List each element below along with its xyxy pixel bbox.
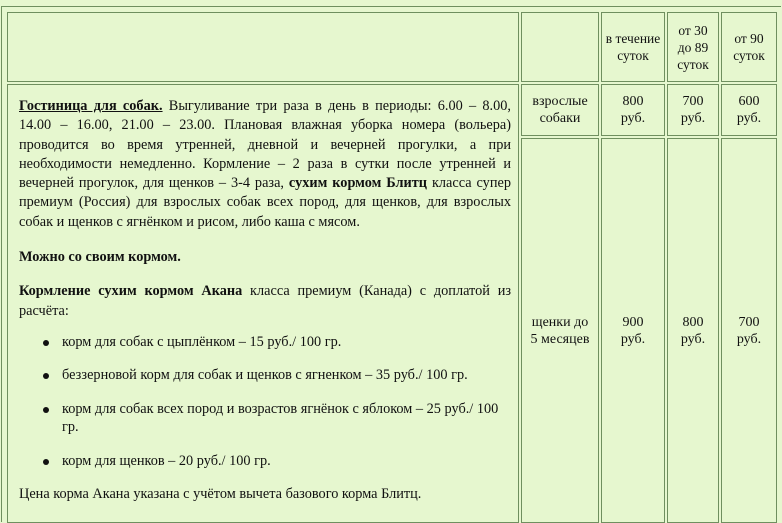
- row-puppy-category: [521, 138, 599, 523]
- header-empty-cell-1: [7, 12, 519, 82]
- price-value: 900 руб.: [620, 314, 646, 347]
- row-puppy-price-30: [667, 138, 719, 523]
- header-col-90: [721, 12, 777, 82]
- list-item: беззерновой корм для собак и щенков с ягненком – 35 руб./ 100 гр.: [62, 366, 511, 385]
- hotel-intro-end: класса супер премиум (Россия) для взрослых собак всех пород, для щенков, для взрослых собак и щенков с ягнёнком и рисом, либо каша с мясом.: [19, 175, 511, 230]
- header-col-90-label: от 90 суток: [733, 31, 765, 63]
- pricing-table: [1, 6, 781, 522]
- list-item: корм для собак с цыплёнком – 15 руб./ 100 гр.: [62, 333, 511, 352]
- header-col-30-89: [667, 12, 719, 82]
- hotel-food-bold: сухим кормом Блитц: [288, 175, 428, 192]
- hotel-intro-paragraph: [19, 97, 511, 232]
- row-adult-price-day: [601, 84, 665, 136]
- row-puppy-price-90: [721, 138, 777, 523]
- akana-bold: Кормление сухим кормом Акана: [19, 283, 243, 300]
- price-value: 700 руб.: [736, 314, 762, 347]
- price-value: 600 руб.: [736, 94, 762, 126]
- own-food-text: Можно со своим кормом.: [19, 248, 181, 265]
- hotel-intro-text: Выгуливание три раза в день в периоды: 6.00 – 8.00, 14.00 – 16.00, 21.00 – 23.00. Плановая влажная уборка номера (вольера) проводится во время утренней, дневной и вечерней прогулки, а при необходимости немедленно. Кормление – 2 раза в сутки после утренней и вечерней прогулок, для щенков – 3-4 раза,: [19, 98, 511, 192]
- akana-paragraph: [19, 282, 511, 321]
- row-puppy-price-day: [601, 138, 665, 523]
- price-value: 700 руб.: [680, 94, 706, 126]
- akana-note: Цена корма Акана указана с учётом вычета базового корма Блитц.: [19, 486, 422, 503]
- row-adult-category-label: взрослые собаки: [532, 94, 588, 126]
- hotel-title: Гостиница для собак.: [19, 98, 163, 114]
- price-value: 800 руб.: [620, 94, 646, 126]
- own-food-paragraph: [19, 248, 511, 267]
- row-adult-price-30: [667, 84, 719, 136]
- header-empty-cell-2: [521, 12, 599, 82]
- header-col-day: [601, 12, 665, 82]
- akana-price-list: [19, 333, 511, 471]
- list-item: корм для собак всех пород и возрастов ягнёнок с яблоком – 25 руб./ 100 гр.: [62, 400, 511, 437]
- hotel-description: [7, 84, 519, 523]
- row-adult-category: [521, 84, 599, 136]
- header-col-day-label: в течение суток: [605, 31, 661, 63]
- row-puppy-category-label: щенки до 5 месяцев: [530, 314, 590, 347]
- price-value: 800 руб.: [680, 314, 706, 347]
- header-col-30-89-label: от 30 до 89 суток: [677, 22, 709, 72]
- list-item: корм для щенков – 20 руб./ 100 гр.: [62, 452, 511, 471]
- akana-rest: класса премиум (Канада) с доплатой из расчёта:: [19, 283, 512, 319]
- row-adult-price-90: [721, 84, 777, 136]
